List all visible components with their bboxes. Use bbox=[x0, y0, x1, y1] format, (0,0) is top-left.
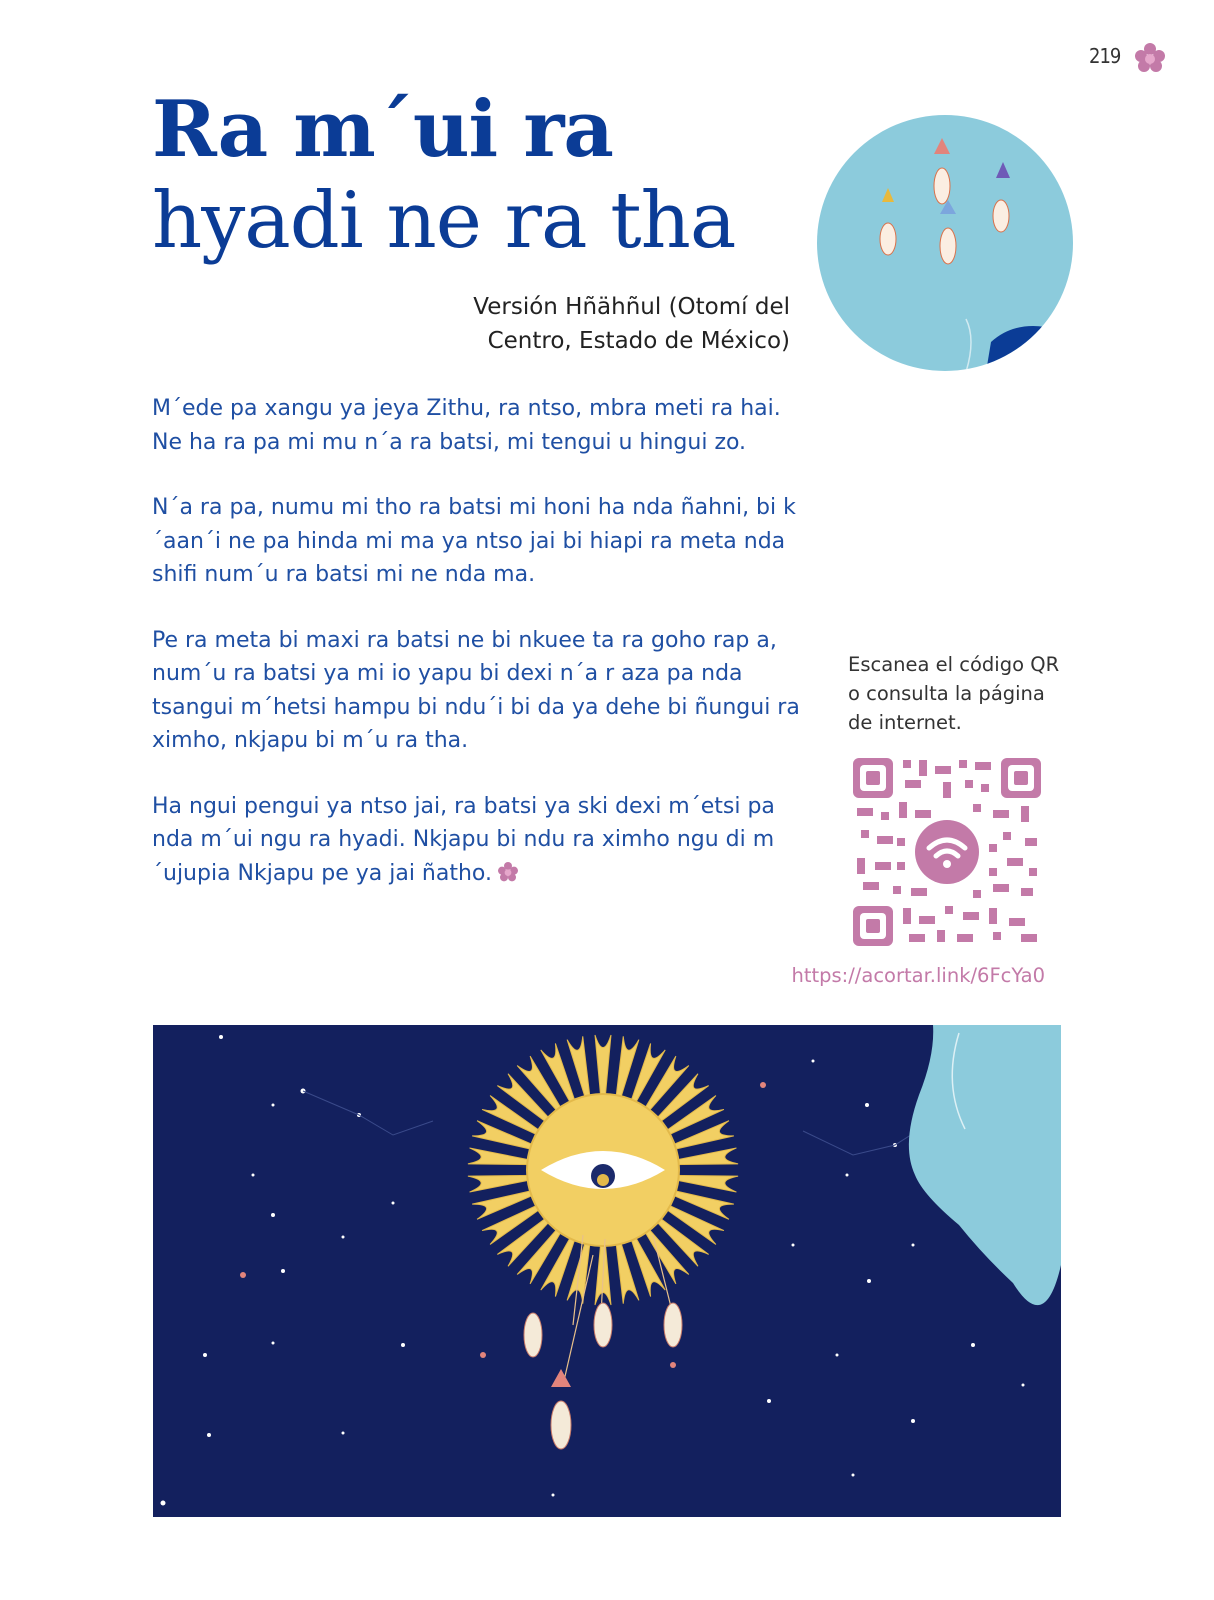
sun-night-sky-illustration bbox=[153, 1025, 1061, 1517]
story-paragraph-4 bbox=[152, 790, 802, 891]
subtitle-line-2: Centro, Estado de México) bbox=[487, 328, 790, 354]
page-title bbox=[152, 84, 735, 266]
page-number: 219 bbox=[1089, 44, 1121, 68]
qr-link[interactable]: https://acortar.link/6FcYa0 bbox=[791, 964, 1045, 987]
story-paragraph-3: Pe ra meta bi maxi ra batsi ne bi nkuee ta ra goho rap a, num´u ra batsi ya mi io yapu bi dexi n´a r aza pa nda tsangui m´hetsi hampu bi ndu´i bi da ya dehe bi ñungui ra ximho, nkjapu bi m´u ra tha. bbox=[152, 627, 800, 753]
dancers-circle-illustration bbox=[816, 114, 1074, 372]
story-paragraph-2: N´a ra pa, numu mi tho ra batsi mi honi ha nda ñahni, bi k´aan´i ne pa hinda mi ma ya ntso jai bi hiapi ra meta nda shifi num´u ra batsi mi ne nda ma. bbox=[152, 495, 796, 587]
subtitle-line-1: Versión Hñähñul (Otomí del bbox=[473, 294, 790, 320]
story-paragraph-1: M´ede pa xangu ya jeya Zithu, ra ntso, mbra meti ra hai. Ne ha ra pa mi mu n´a ra batsi, mi tengui u hingui zo. bbox=[152, 396, 781, 455]
story-paragraph-4-text: Ha ngui pengui ya ntso jai, ra batsi ya ski dexi m´etsi pa nda m´ui ngu ra hyadi. Nkjapu bi ndu ra ximho ngu di m´ujupia Nkjapu pe ya jai ñatho. bbox=[152, 793, 775, 886]
version-subtitle bbox=[473, 290, 790, 358]
wifi-icon bbox=[915, 820, 979, 884]
flower-icon bbox=[1132, 40, 1168, 76]
flower-icon bbox=[496, 860, 520, 884]
title-line-2: hyadi ne ra tha bbox=[152, 176, 736, 266]
qr-code[interactable] bbox=[853, 758, 1041, 946]
qr-caption: Escanea el código QR o consulta la página de internet. bbox=[848, 653, 1060, 734]
story-text bbox=[152, 392, 802, 890]
title-line-1: Ra m´ui ra bbox=[152, 84, 613, 175]
